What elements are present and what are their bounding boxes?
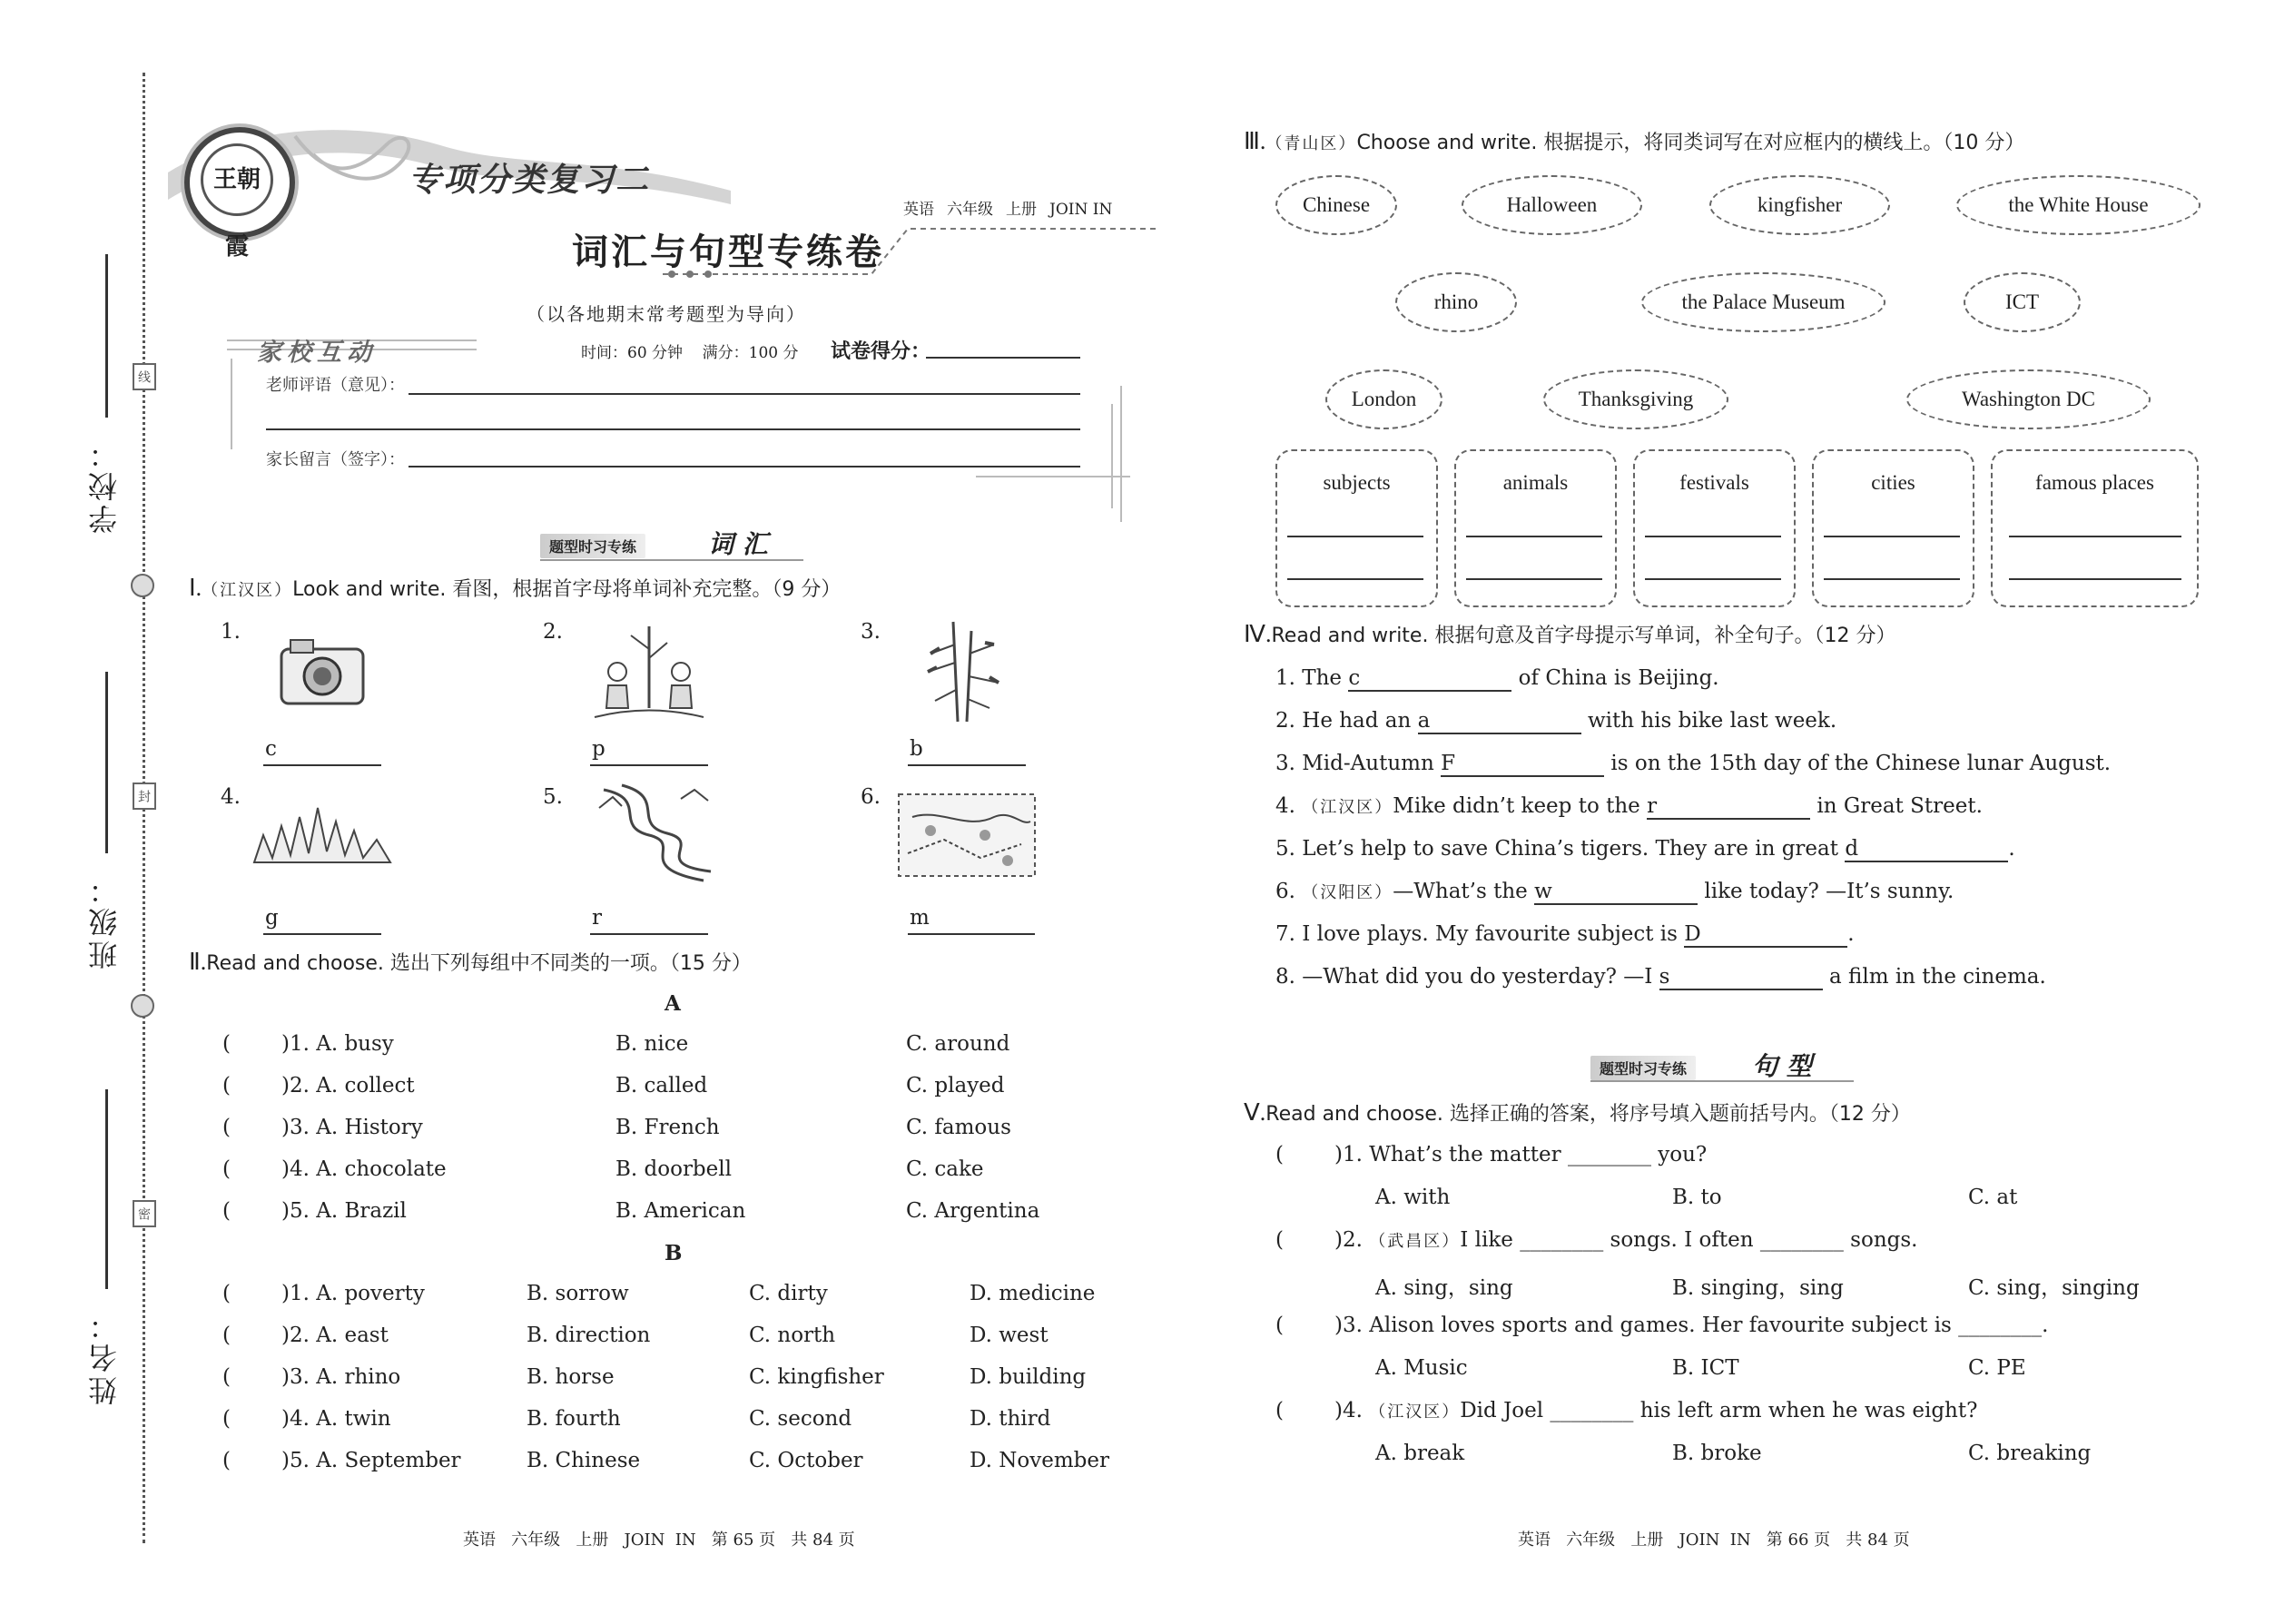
category-answer-line[interactable] bbox=[2009, 578, 2181, 580]
part1-item-number: 6. bbox=[861, 785, 881, 809]
mc-question: )4. （江汉区）Did Joel ________ his left arm when he was eight? bbox=[1334, 1399, 1978, 1422]
word-oval: Thanksgiving bbox=[1543, 369, 1728, 429]
part1-item-number: 2. bbox=[543, 620, 563, 644]
question-option-a: )4. A. twin bbox=[281, 1407, 391, 1431]
category-box-cities: cities bbox=[1812, 449, 1974, 607]
question-option-d: D. building bbox=[970, 1365, 1087, 1389]
category-answer-line[interactable] bbox=[1824, 536, 1960, 537]
answer-paren[interactable]: ( bbox=[222, 1324, 231, 1347]
answer-paren[interactable]: ( bbox=[222, 1449, 231, 1472]
grass-icon bbox=[250, 790, 395, 871]
question-option-c: C. around bbox=[906, 1032, 1010, 1056]
answer-paren[interactable]: ( bbox=[222, 1116, 231, 1139]
page-footer-left: 英语 六年级 上册 JOIN IN 第 65 页 共 84 页 bbox=[463, 1530, 855, 1550]
initial-letter[interactable]: a bbox=[1418, 709, 1581, 734]
mc-option-c: C. sing，singing bbox=[1968, 1276, 2140, 1300]
part1-answer-line[interactable] bbox=[908, 764, 1026, 766]
answer-paren[interactable]: ( bbox=[1275, 1228, 1284, 1252]
word-oval: the White House bbox=[1956, 175, 2200, 235]
question-option-b: B. nice bbox=[615, 1032, 689, 1056]
mc-option-a: A. sing，sing bbox=[1375, 1276, 1513, 1300]
mc-option-a: A. with bbox=[1375, 1186, 1451, 1209]
part1-answer-letter: p bbox=[592, 737, 605, 761]
part1-answer-line[interactable] bbox=[263, 933, 381, 935]
question-option-c: C. dirty bbox=[749, 1282, 828, 1305]
pattern-banner-arrow bbox=[1590, 1080, 1854, 1082]
part1-answer-letter: r bbox=[592, 906, 602, 930]
category-answer-line[interactable] bbox=[1645, 578, 1781, 580]
question-option-b: B. Chinese bbox=[527, 1449, 641, 1472]
part1-title: Ⅰ.（江汉区）Look and write. 看图，根据首字母将单词补充完整。（9 分） bbox=[189, 575, 842, 601]
category-answer-line[interactable] bbox=[1466, 578, 1602, 580]
part1-answer-letter: g bbox=[265, 906, 279, 930]
answer-paren[interactable]: ( bbox=[1275, 1143, 1284, 1166]
question-option-a: )5. A. September bbox=[281, 1449, 461, 1472]
full-score-label: 满分：100 分 bbox=[702, 344, 799, 362]
question-option-c: C. north bbox=[749, 1324, 836, 1347]
teacher-comment-line-2[interactable] bbox=[266, 428, 1080, 430]
mc-option-b: B. to bbox=[1672, 1186, 1722, 1209]
question-option-a: )1. A. poverty bbox=[281, 1282, 425, 1305]
question-option-c: C. cake bbox=[906, 1157, 984, 1181]
answer-paren[interactable]: ( bbox=[1275, 1314, 1284, 1337]
category-answer-line[interactable] bbox=[1645, 536, 1781, 537]
category-box-famous-places: famous places bbox=[1991, 449, 2199, 607]
exam-meta bbox=[581, 340, 799, 362]
question-option-b: B. direction bbox=[527, 1324, 651, 1347]
binding-mark-mi: 密 bbox=[133, 1200, 156, 1227]
answer-paren[interactable]: ( bbox=[222, 1032, 231, 1056]
fill-sentence: 8. —What did you do yesterday? —I s a film in the cinema. bbox=[1275, 965, 2046, 989]
binding-mark-feng: 封 bbox=[133, 782, 156, 810]
question-option-b: B. American bbox=[615, 1199, 746, 1223]
question-option-b: B. called bbox=[615, 1074, 708, 1097]
initial-letter[interactable]: r bbox=[1647, 794, 1810, 820]
answer-paren[interactable]: ( bbox=[222, 1282, 231, 1305]
fill-sentence: 1. The c of China is Beijing. bbox=[1275, 666, 1719, 690]
mc-question: )1. What’s the matter ________ you? bbox=[1334, 1143, 1708, 1166]
answer-paren[interactable]: ( bbox=[222, 1365, 231, 1389]
mc-option-c: C. PE bbox=[1968, 1356, 2026, 1380]
initial-letter[interactable]: w bbox=[1534, 880, 1698, 905]
initial-letter[interactable]: F bbox=[1441, 752, 1604, 777]
home-school-heading: 家校互动 bbox=[257, 339, 377, 367]
initial-letter[interactable]: c bbox=[1348, 666, 1511, 692]
question-option-a: )2. A. east bbox=[281, 1324, 389, 1347]
question-option-a: )4. A. chocolate bbox=[281, 1157, 447, 1181]
part1-answer-letter: m bbox=[910, 906, 930, 930]
review-title: 专项分类复习二 bbox=[409, 161, 651, 199]
map-icon bbox=[894, 790, 1039, 881]
school-label: 学校： bbox=[87, 436, 122, 534]
part1-item-number: 1. bbox=[221, 620, 241, 644]
question-option-d: D. November bbox=[970, 1449, 1109, 1472]
part1-answer-letter: c bbox=[265, 737, 277, 761]
answer-paren[interactable]: ( bbox=[1275, 1399, 1284, 1422]
word-oval: Washington DC bbox=[1906, 369, 2151, 429]
part1-item-number: 3. bbox=[861, 620, 881, 644]
part1-item-number: 5. bbox=[543, 785, 563, 809]
vocab-banner-arrow bbox=[540, 559, 803, 561]
word-oval: ICT bbox=[1964, 272, 2081, 332]
score-input-line[interactable] bbox=[926, 357, 1080, 359]
part1-answer-line[interactable] bbox=[590, 933, 708, 935]
publisher-logo: 王朝霞 bbox=[184, 127, 295, 238]
time-label: 时间：60 分钟 bbox=[581, 344, 684, 362]
main-title: 词汇与句型专练卷 bbox=[572, 231, 884, 273]
group-a-heading: A bbox=[665, 991, 681, 1016]
category-answer-line[interactable] bbox=[2009, 536, 2181, 537]
answer-paren[interactable]: ( bbox=[222, 1157, 231, 1181]
initial-letter[interactable]: s bbox=[1659, 965, 1823, 990]
part1-answer-line[interactable] bbox=[908, 933, 1035, 935]
pattern-banner-tag: 题型时习专练 bbox=[1590, 1056, 1696, 1080]
page-footer-right: 英语 六年级 上册 JOIN IN 第 66 页 共 84 页 bbox=[1518, 1530, 1910, 1550]
word-oval: the Palace Museum bbox=[1641, 272, 1885, 332]
question-option-a: )5. A. Brazil bbox=[281, 1199, 407, 1223]
answer-paren[interactable]: ( bbox=[222, 1199, 231, 1223]
word-oval: Halloween bbox=[1462, 175, 1642, 235]
part4-title: Ⅳ.Read and write. 根据句意及首字母提示写单词，补全句子。（12 分） bbox=[1244, 621, 1896, 647]
part5-title: Ⅴ.Read and choose. 选择正确的答案，将序号填入题前括号内。（12 分） bbox=[1244, 1099, 1911, 1126]
category-answer-line[interactable] bbox=[1824, 578, 1960, 580]
part3-title: Ⅲ.（青山区）Choose and write. 根据提示，将同类词写在对应框内的横线上。（10 分） bbox=[1244, 128, 2025, 154]
word-oval: rhino bbox=[1395, 272, 1517, 332]
vocab-banner-title: 词 汇 bbox=[708, 529, 768, 559]
category-answer-line[interactable] bbox=[1466, 536, 1602, 537]
question-option-c: C. Argentina bbox=[906, 1199, 1040, 1223]
parent-comment-line[interactable] bbox=[409, 466, 1080, 468]
question-option-c: C. October bbox=[749, 1449, 863, 1472]
fill-sentence: 7. I love plays. My favourite subject is D . bbox=[1275, 922, 1855, 946]
question-option-a: )3. A. History bbox=[281, 1116, 423, 1139]
question-option-d: D. west bbox=[970, 1324, 1049, 1347]
question-option-c: C. played bbox=[906, 1074, 1005, 1097]
question-option-b: B. French bbox=[615, 1116, 720, 1139]
mc-option-a: A. break bbox=[1375, 1442, 1465, 1465]
mc-option-b: B. singing，sing bbox=[1672, 1276, 1844, 1300]
teacher-comment-label: 老师评语（意见）： bbox=[266, 376, 405, 395]
question-option-c: C. second bbox=[749, 1407, 852, 1431]
question-option-d: D. third bbox=[970, 1407, 1051, 1431]
planting-trees-icon bbox=[590, 617, 708, 726]
school-field-line[interactable] bbox=[105, 254, 108, 418]
mc-option-c: C. breaking bbox=[1968, 1442, 2092, 1465]
question-option-a: )3. A. rhino bbox=[281, 1365, 401, 1389]
group-b-heading: B bbox=[665, 1241, 683, 1265]
mc-question: )2. （武昌区）I like ________ songs. I often ________ songs. bbox=[1334, 1228, 1918, 1252]
fill-sentence: 4. （江汉区）Mike didn’t keep to the r in Great Street. bbox=[1275, 794, 1983, 818]
name-label: 姓名： bbox=[87, 1307, 122, 1405]
mc-option-a: A. Music bbox=[1375, 1356, 1468, 1380]
fill-sentence: 2. He had an a with his bike last week. bbox=[1275, 709, 1837, 733]
initial-letter[interactable]: d bbox=[1845, 837, 2008, 862]
part1-item-number: 4. bbox=[221, 785, 241, 809]
question-option-b: B. fourth bbox=[527, 1407, 621, 1431]
pattern-banner-title: 句 型 bbox=[1752, 1051, 1812, 1081]
category-answer-line[interactable] bbox=[1287, 578, 1423, 580]
guide-note: （以各地期末常考题型为导向） bbox=[527, 303, 806, 325]
part2-title: Ⅱ.Read and choose. 选出下列每组中不同类的一项。（15 分） bbox=[189, 949, 752, 975]
word-oval: London bbox=[1325, 369, 1442, 429]
river-icon bbox=[595, 781, 713, 890]
question-option-d: D. medicine bbox=[970, 1282, 1096, 1305]
mc-option-c: C. at bbox=[1968, 1186, 2018, 1209]
part1-answer-letter: b bbox=[910, 737, 923, 761]
question-option-b: B. doorbell bbox=[615, 1157, 732, 1181]
question-option-b: B. sorrow bbox=[527, 1282, 629, 1305]
binding-hole bbox=[131, 994, 154, 1018]
mc-option-b: B. ICT bbox=[1672, 1356, 1739, 1380]
word-oval: kingfisher bbox=[1709, 175, 1890, 235]
parent-comment-label: 家长留言（签字）： bbox=[266, 450, 405, 469]
word-oval: Chinese bbox=[1275, 175, 1397, 235]
vocab-banner-tag: 题型时习专练 bbox=[540, 534, 645, 558]
bamboo-icon bbox=[917, 617, 1008, 726]
fill-sentence: 3. Mid-Autumn F is on the 15th day of the Chinese lunar August. bbox=[1275, 752, 2112, 775]
category-box-subjects: subjects bbox=[1275, 449, 1438, 607]
mc-option-b: B. broke bbox=[1672, 1442, 1762, 1465]
answer-paren[interactable]: ( bbox=[222, 1407, 231, 1431]
question-option-c: C. kingfisher bbox=[749, 1365, 884, 1389]
score-label: 试卷得分： bbox=[831, 340, 931, 363]
question-option-a: )1. A. busy bbox=[281, 1032, 394, 1056]
fill-sentence: 6. （汉阳区）—What’s the w like today? —It’s sunny. bbox=[1275, 880, 1954, 903]
camera-icon bbox=[277, 635, 368, 708]
category-box-festivals: festivals bbox=[1633, 449, 1796, 607]
initial-letter[interactable]: D bbox=[1684, 922, 1847, 948]
binding-hole bbox=[131, 574, 154, 597]
name-field-line[interactable] bbox=[105, 1089, 108, 1289]
subject-tag: 英语 六年级 上册 JOIN IN bbox=[903, 201, 1113, 219]
category-box-animals: animals bbox=[1454, 449, 1617, 607]
part1-answer-line[interactable] bbox=[263, 764, 381, 766]
teacher-comment-line[interactable] bbox=[409, 393, 1080, 395]
binding-mark-xian: 线 bbox=[133, 363, 156, 390]
part1-answer-line[interactable] bbox=[590, 764, 708, 766]
class-label: 班级： bbox=[87, 871, 122, 969]
category-answer-line[interactable] bbox=[1287, 536, 1423, 537]
question-option-c: C. famous bbox=[906, 1116, 1011, 1139]
fill-sentence: 5. Let’s help to save China’s tigers. They are in great d . bbox=[1275, 837, 2015, 861]
class-field-line[interactable] bbox=[105, 672, 108, 853]
question-option-a: )2. A. collect bbox=[281, 1074, 415, 1097]
mc-question: )3. Alison loves sports and games. Her favourite subject is ________. bbox=[1334, 1314, 2049, 1337]
question-option-b: B. horse bbox=[527, 1365, 615, 1389]
answer-paren[interactable]: ( bbox=[222, 1074, 231, 1097]
